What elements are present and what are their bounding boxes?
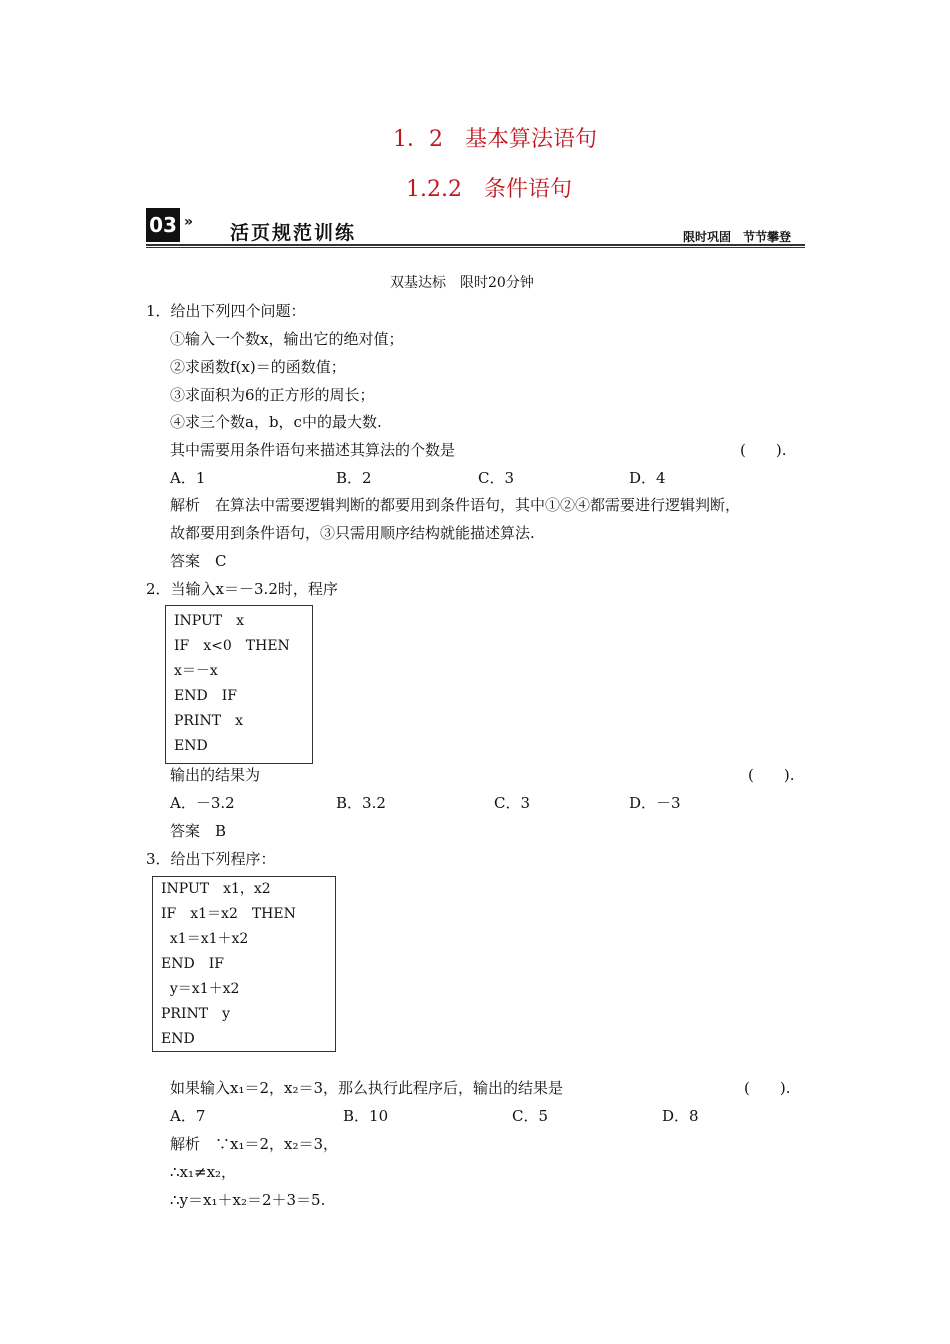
q2-answer: 答案 B (170, 822, 227, 840)
q1-option-b: B．2 (336, 469, 372, 487)
q2-option-d: D．－3 (629, 794, 681, 812)
code-line: y＝x1＋x2 (161, 981, 240, 997)
q1-prompt: 其中需要用条件语句来描述其算法的个数是 (170, 441, 456, 459)
q1-analysis-cont: 故都要用到条件语句，③只需用顺序结构就能描述算法. (170, 524, 535, 542)
banner-badge: 03 (146, 208, 180, 242)
q2-option-a: A．－3.2 (170, 794, 235, 812)
q1-analysis: 解析 在算法中需要逻辑判断的都要用到条件语句，其中①②④都需要进行逻辑判断， (170, 496, 741, 514)
section-title: 1.2.2 条件语句 (406, 177, 572, 202)
q2-option-c: C．3 (494, 794, 531, 812)
q2-option-b: B．3.2 (336, 794, 386, 812)
code-line: END IF (174, 688, 237, 704)
lesson-title: 1．2 基本算法语句 (393, 127, 597, 152)
q1-item: ③求面积为6的正方形的周长； (170, 386, 375, 404)
code-line: IF x1＝x2 THEN (161, 906, 296, 922)
chevron-icon: » (184, 214, 194, 230)
q3-option-d: D．8 (662, 1107, 699, 1125)
banner-subtitle: 限时巩固 节节攀登 (682, 230, 791, 244)
q2-code-box (165, 605, 313, 764)
q2-stem: 2．当输入x＝－3.2时，程序 (146, 580, 338, 598)
q1-item: ④求三个数a，b，c中的最大数. (170, 413, 382, 431)
code-line: END (174, 738, 208, 754)
code-line: END (161, 1031, 195, 1047)
code-line: INPUT x1，x2 (161, 881, 271, 897)
q3-analysis: 解析 ∵x₁＝2，x₂＝3， (170, 1135, 339, 1153)
practice-banner (146, 208, 805, 248)
code-line: IF x<0 THEN (174, 638, 290, 654)
banner-title: 活页规范训练 (230, 222, 357, 244)
q3-code-box (152, 876, 336, 1052)
q1-item: ①输入一个数x，输出它的绝对值； (170, 330, 404, 348)
q3-option-b: B．10 (343, 1107, 389, 1125)
q3-prompt: 如果输入x₁＝2，x₂＝3，那么执行此程序后，输出的结果是 (170, 1079, 564, 1097)
q2-paren: ( ). (748, 766, 795, 784)
code-line: PRINT x (174, 713, 243, 729)
q3-analysis-step: ∴x₁≠x₂， (170, 1163, 237, 1181)
q1-stem: 1．给出下列四个问题： (146, 302, 306, 320)
q3-stem: 3．给出下列程序： (146, 850, 276, 868)
q1-paren: ( ). (740, 441, 787, 459)
q2-prompt: 输出的结果为 (170, 766, 261, 784)
code-line: END IF (161, 956, 224, 972)
code-line: x＝－x (174, 663, 218, 679)
q3-option-a: A．7 (170, 1107, 206, 1125)
q1-option-a: A．1 (170, 469, 206, 487)
q3-analysis-result: ∴y＝x₁＋x₂＝2＋3＝5. (170, 1191, 326, 1209)
q1-item: ②求函数f(x)＝的函数值； (170, 358, 346, 376)
section-label: 双基达标 限时20分钟 (390, 275, 534, 291)
code-line: PRINT y (161, 1006, 230, 1022)
q1-option-c: C．3 (478, 469, 515, 487)
code-line: INPUT x (174, 613, 244, 629)
q3-paren: ( ). (744, 1079, 791, 1097)
q3-option-c: C．5 (512, 1107, 549, 1125)
q1-answer: 答案 C (170, 552, 227, 570)
banner-rule (146, 244, 805, 248)
q1-option-d: D．4 (629, 469, 666, 487)
code-line: x1＝x1＋x2 (161, 931, 249, 947)
